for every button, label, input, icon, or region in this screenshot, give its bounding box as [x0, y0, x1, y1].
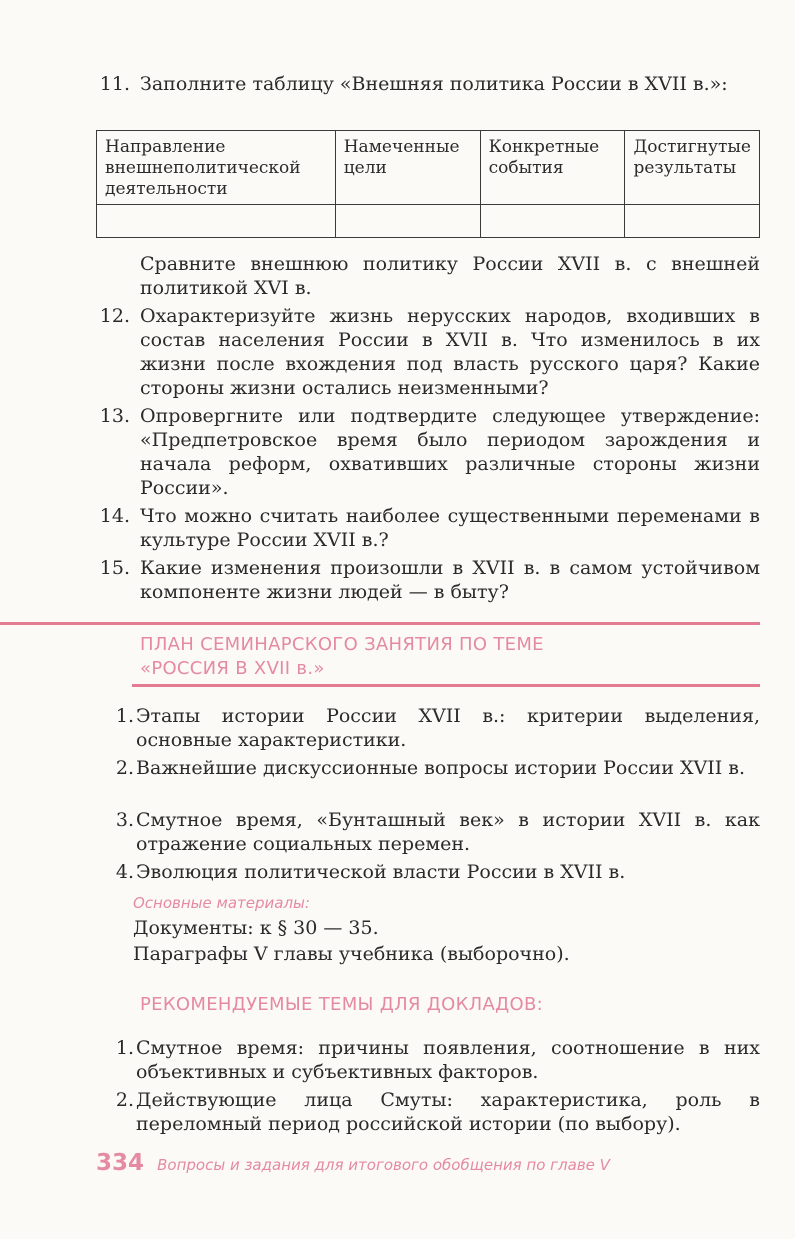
question-13	[96, 404, 760, 500]
materials-label: Основные материалы:	[133, 894, 310, 912]
table-cell	[335, 205, 480, 238]
table-header-results: Достигнутые результаты	[625, 131, 760, 205]
table-header-direction: Направление внешнеполитической деятельности	[97, 131, 336, 205]
reports-title: РЕКОМЕНДУЕМЫЕ ТЕМЫ ДЛЯ ДОКЛАДОВ:	[140, 994, 543, 1015]
question-number: 11.	[99, 73, 130, 95]
list-item-text: Этапы истории России XVII в.: критерии выделения, основные характеристики.	[136, 705, 760, 751]
question-15	[96, 556, 760, 604]
list-item-text: Эволюция политической власти России в XVII в.	[136, 861, 626, 883]
list-item	[100, 1036, 760, 1084]
list-item-number: 2.	[115, 1089, 134, 1111]
table-header-row	[97, 131, 760, 205]
list-item-number: 3.	[115, 809, 134, 831]
list-item-number: 1.	[115, 705, 134, 727]
question-12	[96, 304, 760, 400]
materials-line: Документы: к § 30 — 35.	[133, 917, 379, 939]
question-text: Что можно считать наиболее существенными переменами в культуре России XVII в.?	[140, 505, 760, 551]
table-cell	[97, 205, 336, 238]
list-item	[100, 1088, 760, 1136]
list-item-text: Важнейшие дискуссионные вопросы истории России XVII в.	[136, 757, 746, 779]
list-item	[100, 860, 760, 884]
list-item-text: Действующие лица Смуты: характеристика, роль в переломный период российской истории (по выбору).	[136, 1089, 760, 1135]
list-item-number: 4.	[115, 861, 134, 883]
list-item	[100, 756, 760, 780]
list-item-text: Смутное время, «Бунташный век» в истории XVII в. как отражение социальных перемен.	[136, 809, 760, 855]
question-text: Какие изменения произошли в XVII в. в самом устойчивом компоненте жизни людей — в быту?	[140, 557, 760, 603]
list-item-number: 2.	[115, 757, 134, 779]
question-number: 14.	[99, 505, 130, 527]
table-header-events: Конкретные события	[480, 131, 625, 205]
question-11	[96, 72, 760, 96]
question-text: Опровергните или подтвердите следующее утверждение: «Предпетровское время было периодом зарождения и начала реформ, охвативших различные стороны жизни России».	[140, 405, 760, 499]
page-number: 334	[96, 1150, 145, 1176]
question-number: 13.	[99, 405, 130, 427]
table-cell	[625, 205, 760, 238]
table-cell	[480, 205, 625, 238]
section-divider	[132, 684, 760, 687]
question-text: Охарактеризуйте жизнь нерусских народов, входивших в состав населения России в XVII в. Что изменилось в их жизни после вхождения под власть русского царя? Какие стороны жизни остались неизменными?	[140, 305, 760, 399]
seminar-title-line1: ПЛАН СЕМИНАРСКОГО ЗАНЯТИЯ ПО ТЕМЕ	[140, 634, 544, 655]
footer-text: Вопросы и задания для итогового обобщения по главе V	[157, 1156, 610, 1174]
table-header-goals: Намеченные цели	[335, 131, 480, 205]
question-11-followup: Сравните внешнюю политику России XVII в. с внешней политикой XVI в.	[140, 253, 760, 299]
question-text: Заполните таблицу «Внешняя политика России в XVII в.»:	[140, 73, 728, 95]
materials-line: Параграфы V главы учебника (выборочно).	[133, 943, 570, 965]
list-item	[100, 704, 760, 752]
question-number: 15.	[99, 557, 130, 579]
question-14	[96, 504, 760, 552]
table-row	[97, 205, 760, 238]
list-item-number: 1.	[115, 1037, 134, 1059]
page-footer	[96, 1150, 610, 1176]
list-item	[100, 808, 760, 856]
foreign-policy-table	[96, 130, 760, 238]
seminar-title-line2: «РОССИЯ В XVII в.»	[140, 658, 325, 679]
list-item-text: Смутное время: причины появления, соотношение в них объективных и субъективных факторов.	[136, 1037, 760, 1083]
section-divider	[0, 622, 760, 625]
question-number: 12.	[99, 305, 130, 327]
